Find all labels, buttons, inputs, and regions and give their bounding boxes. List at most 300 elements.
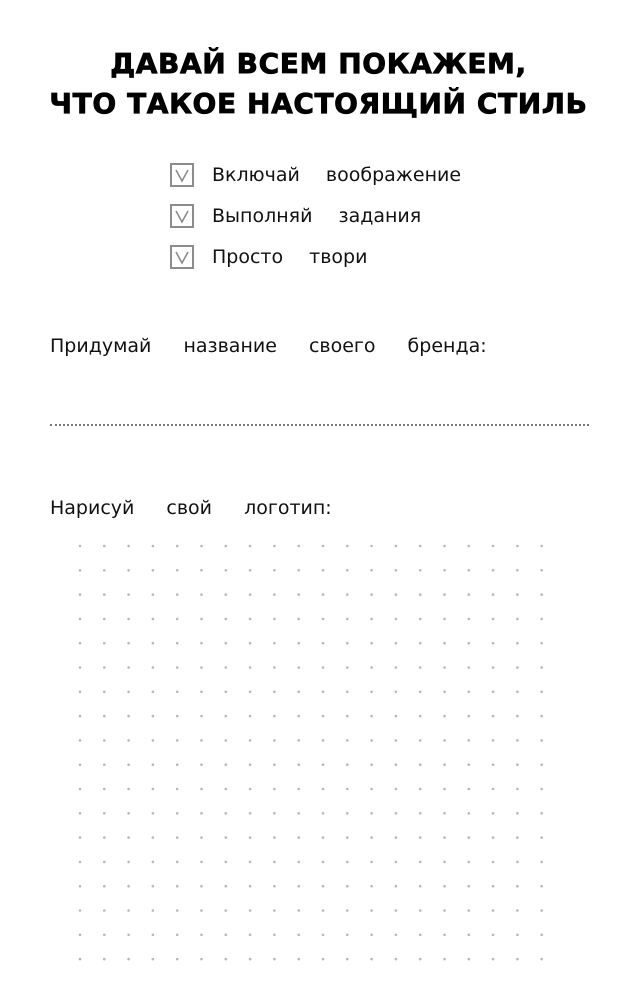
grid-dot — [103, 618, 106, 621]
grid-dot — [346, 885, 349, 888]
grid-dot — [468, 836, 471, 839]
grid-dot — [322, 569, 325, 572]
grid-dot — [127, 934, 130, 937]
grid-dot — [297, 788, 300, 791]
grid-dot — [370, 836, 373, 839]
grid-dot — [516, 642, 519, 645]
grid-dot — [297, 642, 300, 645]
grid-dot — [297, 812, 300, 815]
grid-dot — [200, 836, 203, 839]
grid-dot — [225, 569, 228, 572]
grid-dot — [79, 788, 82, 791]
grid-dot — [176, 545, 179, 548]
checkbox[interactable] — [170, 245, 194, 269]
grid-dot — [273, 861, 276, 864]
grid-dot — [346, 739, 349, 742]
grid-dot — [443, 739, 446, 742]
grid-dot — [468, 545, 471, 548]
grid-dot — [297, 618, 300, 621]
grid-dot — [273, 545, 276, 548]
grid-dot — [249, 861, 252, 864]
grid-dot — [443, 593, 446, 596]
grid-dot — [297, 715, 300, 718]
grid-dot — [370, 593, 373, 596]
grid-dot — [395, 934, 398, 937]
grid-dot — [468, 763, 471, 766]
grid-dot — [79, 666, 82, 669]
grid-dot — [249, 642, 252, 645]
grid-dot — [468, 642, 471, 645]
grid-dot — [468, 691, 471, 694]
grid-dot — [540, 885, 543, 888]
grid-dot — [540, 642, 543, 645]
grid-dot — [370, 958, 373, 961]
grid-dot — [492, 934, 495, 937]
grid-dot — [127, 836, 130, 839]
grid-dot — [249, 569, 252, 572]
grid-dot — [322, 715, 325, 718]
grid-dot — [79, 715, 82, 718]
grid-dot — [152, 642, 155, 645]
grid-dot — [103, 691, 106, 694]
grid-dot — [322, 836, 325, 839]
grid-dot — [395, 642, 398, 645]
grid-dot — [249, 934, 252, 937]
page-title-line-1: ДАВАЙ ВСЕМ ПОКАЖЕМ, — [110, 47, 527, 80]
grid-dot — [419, 788, 422, 791]
grid-dot — [492, 593, 495, 596]
grid-dot — [395, 885, 398, 888]
grid-dot — [273, 909, 276, 912]
grid-dot — [443, 642, 446, 645]
grid-dot — [249, 666, 252, 669]
grid-dot — [176, 739, 179, 742]
grid-dot — [322, 666, 325, 669]
grid-dot — [225, 958, 228, 961]
grid-dot — [443, 885, 446, 888]
grid-dot — [152, 836, 155, 839]
grid-dot — [516, 885, 519, 888]
grid-dot — [395, 715, 398, 718]
grid-dot — [200, 958, 203, 961]
grid-dot — [127, 812, 130, 815]
grid-dot — [540, 812, 543, 815]
grid-dot — [273, 666, 276, 669]
grid-dot — [200, 812, 203, 815]
grid-dot — [176, 666, 179, 669]
grid-dot — [322, 885, 325, 888]
grid-dot — [273, 715, 276, 718]
grid-dot — [516, 739, 519, 742]
grid-dot — [443, 691, 446, 694]
checkbox[interactable] — [170, 163, 194, 187]
grid-dot — [370, 666, 373, 669]
grid-dot — [79, 836, 82, 839]
grid-dot — [419, 715, 422, 718]
grid-dot — [516, 812, 519, 815]
brand-name-write-line[interactable] — [50, 424, 589, 426]
grid-dot — [225, 861, 228, 864]
grid-dot — [419, 812, 422, 815]
grid-dot — [395, 545, 398, 548]
grid-dot — [492, 763, 495, 766]
grid-dot — [540, 715, 543, 718]
grid-dot — [395, 569, 398, 572]
grid-dot — [200, 715, 203, 718]
grid-dot — [346, 618, 349, 621]
grid-dot — [516, 618, 519, 621]
grid-dot — [79, 958, 82, 961]
grid-dot — [297, 666, 300, 669]
grid-dot — [419, 885, 422, 888]
grid-dot — [152, 666, 155, 669]
grid-dot — [200, 739, 203, 742]
grid-dot — [370, 618, 373, 621]
grid-dot — [468, 812, 471, 815]
grid-dot — [176, 691, 179, 694]
grid-dot — [297, 545, 300, 548]
grid-dot — [443, 788, 446, 791]
grid-dot — [103, 909, 106, 912]
grid-dot — [322, 642, 325, 645]
grid-dot — [152, 812, 155, 815]
grid-dot — [152, 763, 155, 766]
grid-dot — [225, 934, 228, 937]
grid-dot — [346, 934, 349, 937]
grid-dot — [419, 958, 422, 961]
grid-dot — [225, 909, 228, 912]
checkbox[interactable] — [170, 204, 194, 228]
grid-dot — [540, 691, 543, 694]
checklist — [170, 154, 500, 277]
logo-prompt: Нарисуй свой логотип: — [50, 497, 332, 519]
grid-dot — [225, 763, 228, 766]
grid-dot — [516, 861, 519, 864]
grid-dot — [297, 691, 300, 694]
grid-dot — [152, 885, 155, 888]
grid-dot — [127, 691, 130, 694]
grid-dot — [419, 909, 422, 912]
grid-dot — [322, 618, 325, 621]
grid-dot — [152, 861, 155, 864]
grid-dot — [103, 861, 106, 864]
grid-dot — [103, 545, 106, 548]
grid-dot — [370, 885, 373, 888]
grid-dot — [346, 715, 349, 718]
grid-dot — [468, 958, 471, 961]
grid-dot — [249, 691, 252, 694]
grid-dot — [346, 642, 349, 645]
grid-dot — [516, 909, 519, 912]
grid-dot — [419, 642, 422, 645]
checklist-item[interactable] — [170, 236, 500, 277]
grid-dot — [346, 666, 349, 669]
grid-dot — [249, 739, 252, 742]
grid-dot — [322, 861, 325, 864]
grid-dot — [468, 934, 471, 937]
grid-dot — [127, 885, 130, 888]
grid-dot — [103, 593, 106, 596]
grid-dot — [200, 666, 203, 669]
grid-dot — [225, 691, 228, 694]
grid-dot — [370, 788, 373, 791]
grid-dot — [176, 909, 179, 912]
grid-dot — [322, 763, 325, 766]
grid-dot — [127, 909, 130, 912]
grid-dot — [443, 618, 446, 621]
grid-dot — [540, 569, 543, 572]
grid-dot — [176, 812, 179, 815]
grid-dot — [103, 934, 106, 937]
grid-dot — [395, 618, 398, 621]
grid-dot — [346, 545, 349, 548]
grid-dot — [516, 593, 519, 596]
grid-dot — [225, 788, 228, 791]
grid-dot — [516, 666, 519, 669]
grid-dot — [540, 739, 543, 742]
grid-dot — [492, 958, 495, 961]
grid-dot — [346, 861, 349, 864]
grid-dot — [443, 545, 446, 548]
checkmark-icon — [173, 166, 191, 184]
grid-dot — [176, 618, 179, 621]
grid-dot — [200, 642, 203, 645]
grid-dot — [516, 836, 519, 839]
grid-dot — [103, 836, 106, 839]
grid-dot — [176, 861, 179, 864]
grid-dot — [127, 763, 130, 766]
grid-dot — [492, 885, 495, 888]
grid-dot — [79, 739, 82, 742]
grid-dot — [322, 788, 325, 791]
grid-dot — [152, 715, 155, 718]
grid-dot — [273, 885, 276, 888]
grid-dot — [273, 593, 276, 596]
grid-dot — [370, 569, 373, 572]
grid-dot — [322, 593, 325, 596]
grid-dot — [152, 958, 155, 961]
grid-dot — [152, 691, 155, 694]
grid-dot — [273, 739, 276, 742]
grid-dot — [395, 739, 398, 742]
grid-dot — [395, 958, 398, 961]
grid-dot — [419, 569, 422, 572]
grid-dot — [176, 958, 179, 961]
grid-dot — [127, 569, 130, 572]
grid-dot — [443, 909, 446, 912]
grid-dot — [127, 545, 130, 548]
grid-dot — [200, 618, 203, 621]
grid-dot — [540, 618, 543, 621]
grid-dot — [103, 666, 106, 669]
grid-dot — [297, 569, 300, 572]
checkmark-icon — [173, 248, 191, 266]
grid-dot — [103, 715, 106, 718]
grid-dot — [443, 812, 446, 815]
grid-dot — [443, 666, 446, 669]
grid-dot — [79, 569, 82, 572]
grid-dot — [249, 812, 252, 815]
grid-dot — [152, 909, 155, 912]
grid-dot — [297, 885, 300, 888]
page-title-line-2: ЧТО ТАКОЕ НАСТОЯЩИЙ СТИЛЬ — [49, 87, 588, 120]
grid-dot — [516, 691, 519, 694]
grid-dot — [225, 642, 228, 645]
grid-dot — [419, 763, 422, 766]
grid-dot — [152, 593, 155, 596]
grid-dot — [79, 909, 82, 912]
grid-dot — [516, 715, 519, 718]
grid-dot — [79, 618, 82, 621]
grid-dot — [273, 812, 276, 815]
grid-dot — [322, 812, 325, 815]
checklist-item-label: Включай воображение — [212, 163, 462, 186]
grid-dot — [152, 618, 155, 621]
grid-dot — [152, 569, 155, 572]
grid-dot — [225, 812, 228, 815]
grid-dot — [273, 642, 276, 645]
grid-dot — [322, 909, 325, 912]
grid-dot — [273, 618, 276, 621]
grid-dot — [176, 569, 179, 572]
grid-dot — [443, 934, 446, 937]
grid-dot — [540, 593, 543, 596]
grid-dot — [200, 861, 203, 864]
grid-dot — [395, 861, 398, 864]
grid-dot — [249, 885, 252, 888]
grid-dot — [273, 569, 276, 572]
checklist-item-label: Выполняй задания — [212, 204, 422, 227]
grid-dot — [79, 812, 82, 815]
grid-dot — [492, 715, 495, 718]
grid-dot — [152, 545, 155, 548]
grid-dot — [200, 545, 203, 548]
grid-dot — [395, 691, 398, 694]
grid-dot — [249, 763, 252, 766]
grid-dot — [176, 763, 179, 766]
grid-dot — [492, 909, 495, 912]
grid-dot — [225, 666, 228, 669]
grid-dot — [297, 958, 300, 961]
grid-dot — [79, 691, 82, 694]
grid-dot — [225, 545, 228, 548]
grid-dot — [127, 666, 130, 669]
grid-dot — [468, 739, 471, 742]
grid-dot — [492, 618, 495, 621]
grid-dot — [225, 836, 228, 839]
grid-dot — [492, 812, 495, 815]
grid-dot — [225, 885, 228, 888]
grid-dot — [346, 788, 349, 791]
grid-dot — [516, 958, 519, 961]
grid-dot — [419, 691, 422, 694]
grid-dot — [395, 763, 398, 766]
grid-dot — [492, 691, 495, 694]
grid-dot — [225, 739, 228, 742]
grid-dot — [492, 569, 495, 572]
grid-dot — [273, 934, 276, 937]
grid-dot — [346, 691, 349, 694]
grid-dot — [200, 934, 203, 937]
grid-dot — [443, 715, 446, 718]
grid-dot — [103, 569, 106, 572]
grid-dot — [225, 593, 228, 596]
grid-dot — [370, 739, 373, 742]
grid-dot — [516, 763, 519, 766]
checklist-item[interactable] — [170, 154, 500, 195]
grid-dot — [540, 666, 543, 669]
grid-dot — [346, 569, 349, 572]
grid-dot — [346, 812, 349, 815]
grid-dot — [103, 885, 106, 888]
grid-dot — [492, 642, 495, 645]
grid-dot — [443, 836, 446, 839]
grid-dot — [297, 763, 300, 766]
grid-dot — [249, 618, 252, 621]
grid-dot — [200, 691, 203, 694]
grid-dot — [322, 739, 325, 742]
grid-dot — [443, 958, 446, 961]
grid-dot — [492, 739, 495, 742]
grid-dot — [516, 545, 519, 548]
grid-dot — [152, 788, 155, 791]
grid-dot — [468, 715, 471, 718]
grid-dot — [249, 788, 252, 791]
grid-dot — [103, 958, 106, 961]
grid-dot — [322, 545, 325, 548]
grid-dot — [419, 618, 422, 621]
grid-dot — [346, 763, 349, 766]
grid-dot — [370, 812, 373, 815]
grid-dot — [492, 666, 495, 669]
grid-dot — [419, 545, 422, 548]
grid-dot — [516, 569, 519, 572]
logo-drawing-dot-grid[interactable] — [70, 536, 570, 976]
grid-dot — [540, 909, 543, 912]
grid-dot — [297, 739, 300, 742]
grid-dot — [103, 812, 106, 815]
grid-dot — [297, 836, 300, 839]
grid-dot — [249, 958, 252, 961]
grid-dot — [468, 593, 471, 596]
grid-dot — [346, 593, 349, 596]
grid-dot — [152, 739, 155, 742]
page-title — [0, 44, 637, 124]
grid-dot — [127, 618, 130, 621]
grid-dot — [249, 593, 252, 596]
grid-dot — [127, 861, 130, 864]
grid-dot — [103, 642, 106, 645]
checklist-item-label: Просто твори — [212, 245, 368, 268]
grid-dot — [492, 788, 495, 791]
checklist-item[interactable] — [170, 195, 500, 236]
grid-dot — [540, 788, 543, 791]
grid-dot — [297, 861, 300, 864]
grid-dot — [443, 569, 446, 572]
grid-dot — [176, 715, 179, 718]
grid-dot — [103, 739, 106, 742]
grid-dot — [249, 836, 252, 839]
grid-dot — [346, 909, 349, 912]
grid-dot — [419, 836, 422, 839]
grid-dot — [200, 763, 203, 766]
grid-dot — [79, 934, 82, 937]
grid-dot — [127, 958, 130, 961]
grid-dot — [395, 593, 398, 596]
grid-dot — [176, 642, 179, 645]
grid-dot — [370, 715, 373, 718]
grid-dot — [79, 642, 82, 645]
